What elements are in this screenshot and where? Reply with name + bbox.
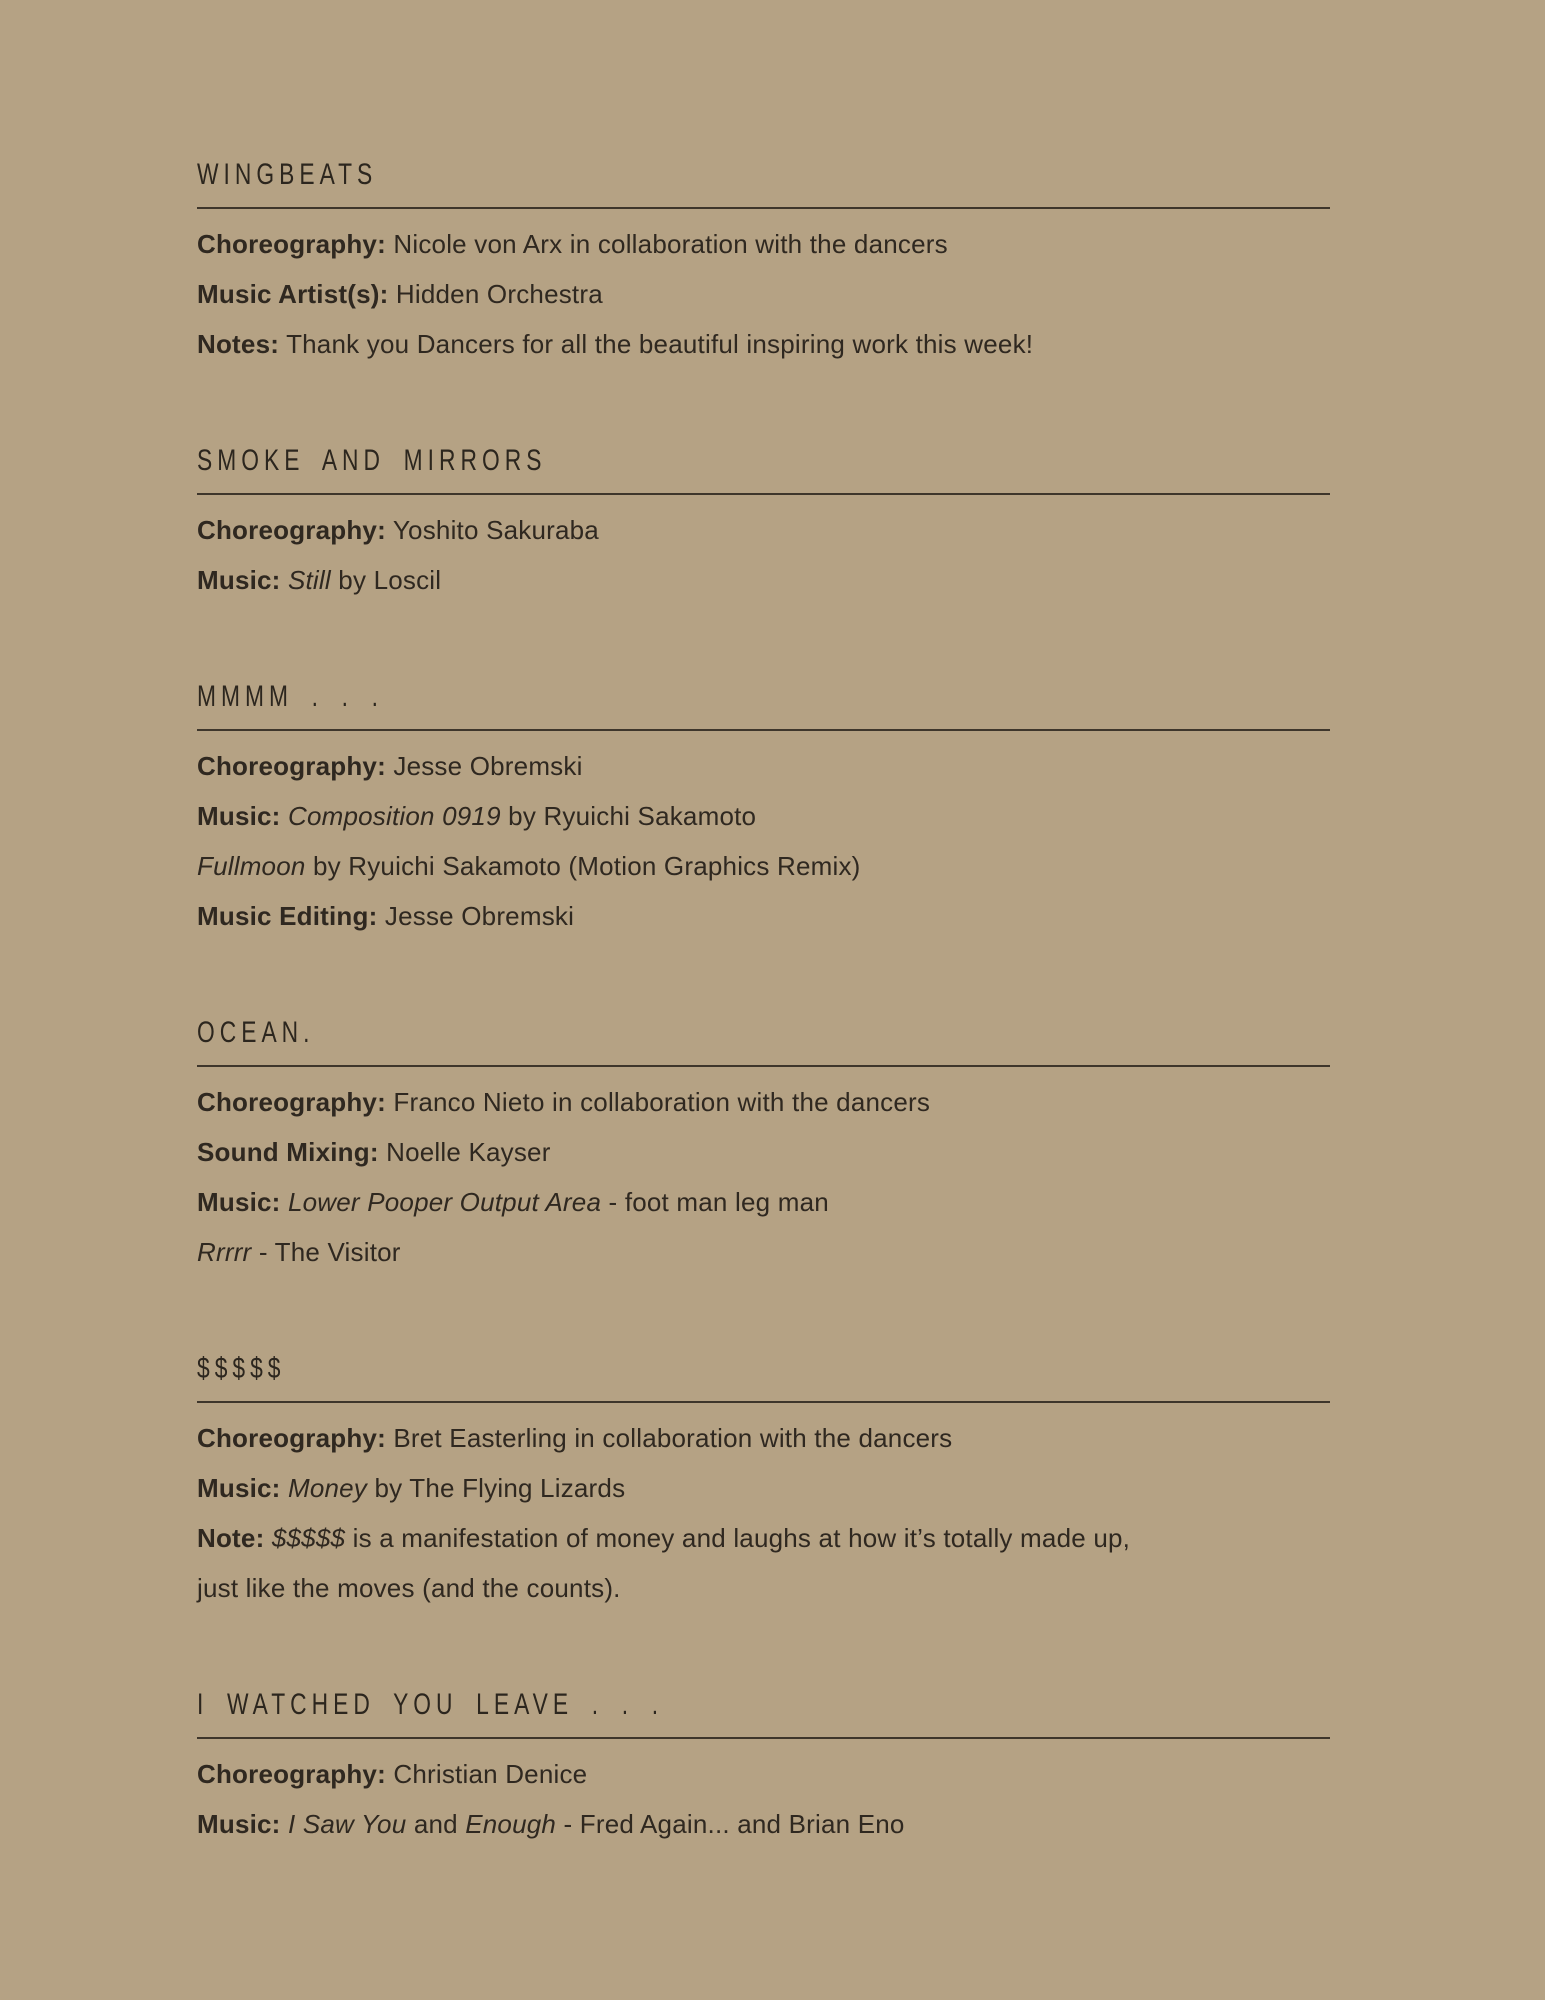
detail-line	[197, 891, 1330, 941]
work-title: Rrrrr	[197, 1237, 252, 1267]
detail-line	[197, 1563, 1330, 1613]
field-value: and	[406, 1809, 458, 1839]
detail-line	[197, 269, 1330, 319]
piece-section-mmmm	[197, 677, 1330, 941]
detail-line	[197, 1177, 1330, 1227]
section-divider	[197, 1737, 1330, 1739]
field-value: - The Visitor	[251, 1237, 401, 1267]
field-label: Music:	[197, 801, 281, 831]
work-title: Enough	[457, 1809, 557, 1839]
work-title: Lower Pooper Output Area	[280, 1187, 602, 1217]
piece-title	[197, 1685, 1330, 1725]
field-label: Notes:	[197, 329, 280, 359]
field-value: Franco Nieto in collaboration with the dancers	[385, 1087, 931, 1117]
field-label: Music:	[197, 1809, 281, 1839]
section-divider	[197, 1401, 1330, 1403]
detail-line	[197, 1077, 1330, 1127]
piece-section-dollars	[197, 1349, 1330, 1613]
field-value: by Ryuichi Sakamoto (Motion Graphics Remix)	[305, 851, 861, 881]
piece-section-ocean	[197, 1013, 1330, 1277]
piece-title-text: SMOKE AND MIRRORS	[197, 444, 547, 477]
piece-details	[197, 1413, 1330, 1613]
detail-line	[197, 1127, 1330, 1177]
field-value: by Ryuichi Sakamoto	[500, 801, 757, 831]
field-value: Jesse Obremski	[377, 901, 575, 931]
piece-title-text: WINGBEATS	[197, 158, 378, 191]
piece-title	[197, 441, 1330, 481]
field-label: Choreography:	[197, 751, 386, 781]
field-label: Music:	[197, 1187, 281, 1217]
field-value: - foot man leg man	[601, 1187, 829, 1217]
work-title: Composition 0919	[280, 801, 501, 831]
detail-line	[197, 555, 1330, 605]
field-label: Choreography:	[197, 229, 386, 259]
field-value: by The Flying Lizards	[367, 1473, 626, 1503]
detail-line	[197, 1227, 1330, 1277]
field-value: Jesse Obremski	[385, 751, 583, 781]
piece-details	[197, 741, 1330, 941]
field-value: Christian Denice	[385, 1759, 588, 1789]
detail-line	[197, 319, 1330, 369]
work-title: $$$$$	[264, 1523, 346, 1553]
detail-line	[197, 1413, 1330, 1463]
detail-line	[197, 791, 1330, 841]
piece-title	[197, 677, 1330, 717]
piece-title-text: $$$$$	[197, 1352, 286, 1385]
section-divider	[197, 1065, 1330, 1067]
detail-line	[197, 741, 1330, 791]
piece-details	[197, 505, 1330, 605]
field-value: Yoshito Sakuraba	[385, 515, 599, 545]
field-label: Music Artist(s):	[197, 279, 389, 309]
work-title: Still	[280, 565, 331, 595]
detail-line	[197, 1463, 1330, 1513]
piece-title	[197, 1013, 1330, 1053]
field-label: Note:	[197, 1523, 265, 1553]
section-divider	[197, 207, 1330, 209]
detail-line	[197, 505, 1330, 555]
piece-title-text: I WATCHED YOU LEAVE . . .	[197, 1688, 664, 1721]
work-title: Money	[280, 1473, 368, 1503]
detail-line	[197, 1799, 1330, 1849]
field-value: Bret Easterling in collaboration with the dancers	[385, 1423, 953, 1453]
field-label: Choreography:	[197, 1423, 386, 1453]
section-divider	[197, 493, 1330, 495]
field-label: Choreography:	[197, 1087, 386, 1117]
section-divider	[197, 729, 1330, 731]
field-value: Thank you Dancers for all the beautiful inspiring work this week!	[279, 329, 1034, 359]
field-value: is a manifestation of money and laughs at how it’s totally made up,	[345, 1523, 1131, 1553]
detail-line	[197, 1749, 1330, 1799]
detail-line	[197, 219, 1330, 269]
piece-section-wingbeats	[197, 155, 1330, 369]
work-title: Fullmoon	[197, 851, 306, 881]
piece-title-text: OCEAN.	[197, 1016, 315, 1049]
piece-details	[197, 219, 1330, 369]
piece-details	[197, 1077, 1330, 1277]
field-value: Hidden Orchestra	[388, 279, 603, 309]
field-label: Choreography:	[197, 1759, 386, 1789]
field-value: just like the moves (and the counts).	[197, 1573, 621, 1603]
field-label: Music Editing:	[197, 901, 378, 931]
field-value: Noelle Kayser	[378, 1137, 551, 1167]
work-title: I Saw You	[280, 1809, 407, 1839]
field-label: Sound Mixing:	[197, 1137, 379, 1167]
piece-section-smoke-and-mirrors	[197, 441, 1330, 605]
detail-line	[197, 1513, 1330, 1563]
field-label: Music:	[197, 1473, 281, 1503]
field-label: Choreography:	[197, 515, 386, 545]
field-value: Nicole von Arx in collaboration with the dancers	[385, 229, 948, 259]
field-value: by Loscil	[330, 565, 442, 595]
piece-title	[197, 1349, 1330, 1389]
piece-details	[197, 1749, 1330, 1849]
detail-line	[197, 841, 1330, 891]
piece-title-text: MMMM . . .	[197, 680, 384, 713]
piece-section-i-watched-you-leave	[197, 1685, 1330, 1849]
field-label: Music:	[197, 565, 281, 595]
field-value: - Fred Again... and Brian Eno	[556, 1809, 905, 1839]
piece-title	[197, 155, 1330, 195]
